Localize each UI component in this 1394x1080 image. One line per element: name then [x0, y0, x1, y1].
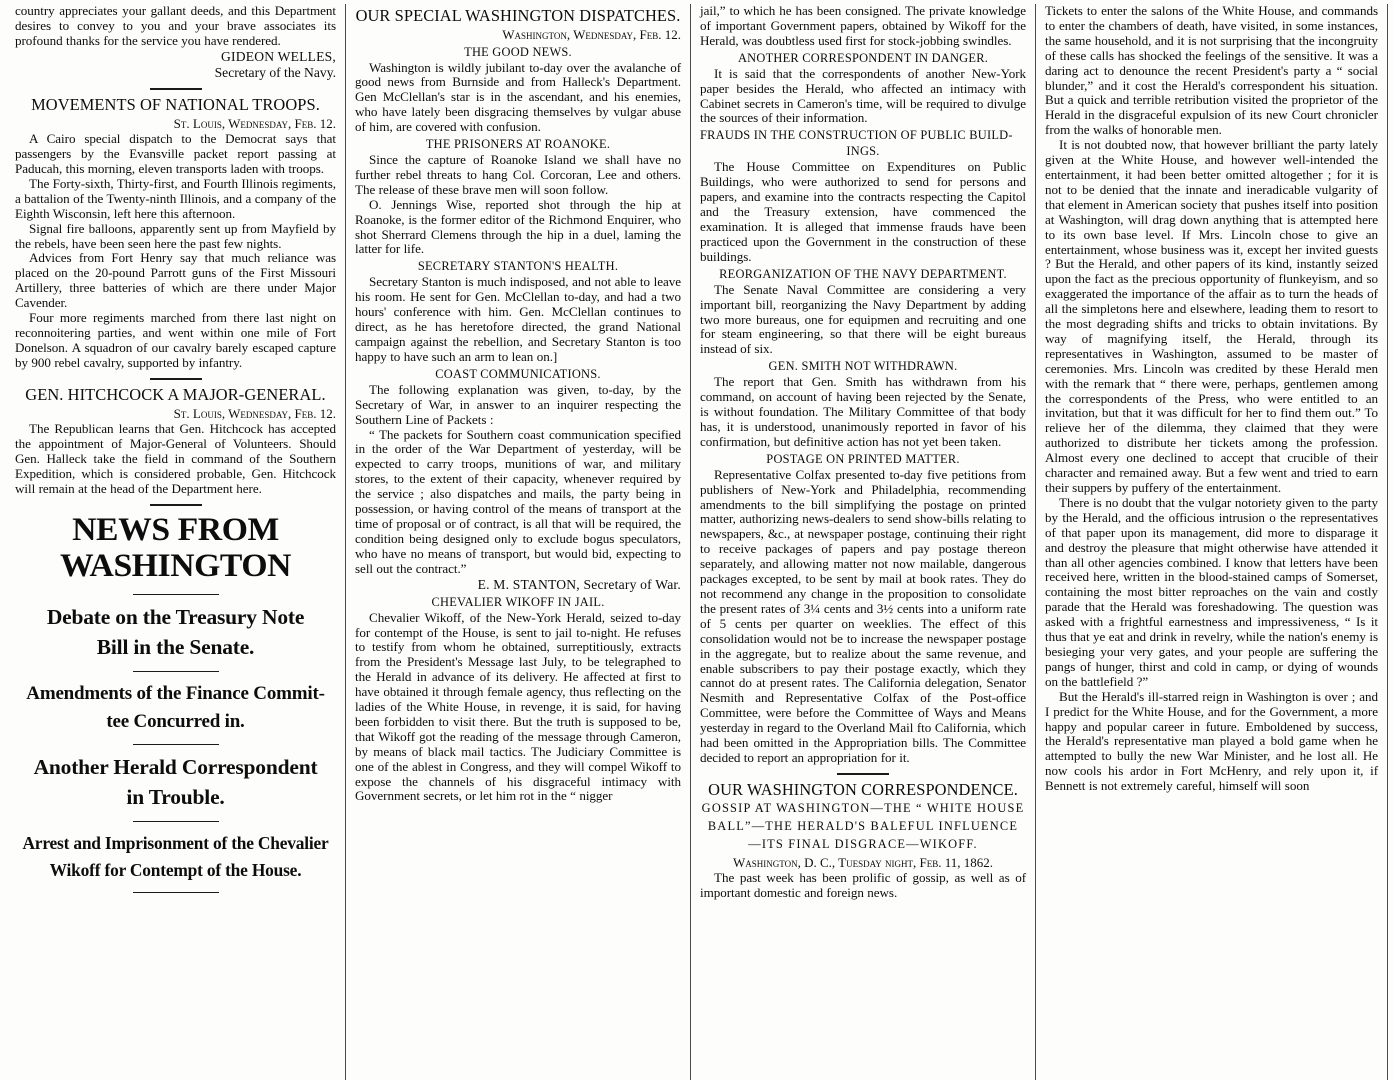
paragraph: The Forty-sixth, Thirty-first, and Fourth Illinois regiments, a battalion of the Twenty-ninth Illinois, and a company of the Eighth Wisconsin, left here this afternoon.	[15, 175, 337, 221]
paragraph: The following explanation was given, to-day, by the Secretary of War, in answer to an inquirer respecting the Southern Line of Packets :	[355, 381, 682, 427]
section-heading-movements: MOVEMENTS OF NATIONAL TROOPS.	[31, 94, 320, 114]
section-heading-correspondence: OUR WASHINGTON CORRESPONDENCE.	[708, 779, 1018, 799]
divider-rule	[150, 504, 202, 506]
column-3	[691, 4, 1035, 1080]
correspondence-subhead-line-2: BALL”—THE HERALD'S BALEFUL INFLUENCE	[707, 818, 1019, 833]
subheading-postage: POSTAGE ON PRINTED MATTER.	[766, 451, 960, 466]
deck-headline-3-line-1: Another Herald Correspondent	[33, 754, 318, 779]
divider-rule	[150, 378, 202, 380]
divider-rule	[837, 773, 889, 775]
paragraph: It is said that the correspondents of another New-York paper besides the Herald, who affected an intimacy with Cabinet secrets in Cameron's time, will be required to divulge the sources of their information.	[700, 65, 1027, 126]
section-heading-special-dispatches: OUR SPECIAL WASHINGTON DISPATCHES.	[355, 6, 681, 25]
paragraph: “ The packets for Southern coast communication specified in the order of the War Department of yesterday, will be expected to carry troops, munitions of war, and military stores, to the extent of their capacity, whenever required by the service ; also dispatches and mails, the party being in possession, or having control of the means of transport at the time of proposal or of contract, is all that will be required, the condition being designed only to exclude bogus speculators, who have no means of transport, but would bid, expecting to sell out the contract.”	[355, 426, 682, 576]
paragraph: Since the capture of Roanoke Island we shall have no further rebel threats to hang Col. Corcoran, Lee and others. The release of these brave men will soon follow.	[355, 152, 682, 197]
deck-headline-4-line-1: Arrest and Imprisonment of the Chevalier	[22, 832, 329, 853]
paragraph: Advices from Fort Henry say that much reliance was placed on the 20-pound Parrott guns of the First Missouri Artillery, three batteries of which are there under Major Cavender.	[15, 250, 337, 311]
paragraph-carryover: jail,” to which he has been consigned. The private knowledge of important Government papers, obtained by Wikoff for the Herald, was doubtless used first for stock-jobbing swindles.	[700, 4, 1027, 48]
deck-headline-3-line-2: in Trouble.	[126, 784, 225, 809]
divider-rule	[133, 892, 219, 893]
deck-headline-1-line-1: Debate on the Treasury Note	[46, 604, 305, 629]
signature-title: Secretary of the Navy.	[214, 64, 337, 80]
paragraph: But the Herald's ill-starred reign in Washington is over ; and I predict for the White House, and for the Government, a more happy and popular career in future. Emboldened by success, the Herald's representative man played a bold game when he attempted to bully the new War Minister, and he lost all. He now cools his ardor in Fort McHenry, and rely upon it, if Bennett is not extremely careful, himself will soon	[1045, 688, 1378, 794]
subheading-good-news: THE GOOD NEWS.	[464, 44, 572, 59]
deck-headline-2-line-2: tee Concurred in.	[106, 710, 245, 732]
paragraph: O. Jennings Wise, reported shot through the hip at Roanoke, is the former editor of the Richmond Enquirer, who shot Sherrard Clemens through the hip in a duel, laming the latter for life.	[355, 196, 682, 257]
deck-headline-1-line-2: Bill in the Senate.	[96, 634, 255, 659]
paragraph: A Cairo special dispatch to the Democrat says that passengers by the Evansville packet report passing at Paducah, this morning, eleven transports laden with troops.	[15, 131, 337, 177]
subheading-wikoff-in-jail: CHEVALIER WIKOFF IN JAIL.	[431, 594, 605, 609]
dateline-washington-dc: Washington, D. C., Tuesday night, Feb. 11, 1862.	[732, 854, 994, 870]
paragraph: Representative Colfax presented to-day five petitions from publishers of New-York and Philadelphia, recommending amendments to the bill simplifying the postage on printed matter, authorizing news-dealers to send show-bills relating to newspapers, &c., at newspaper postage, continuing their right to receive packages of papers and pay postage thereon separately, and allowing matter not now mailable, dangerous packages excepted, to be sent by mail at book rates. They do not recommend any change in the proposition to consolidate the present rates of 3¼ cents and 3½ cents into a uniform rate of 5 cents per quarter on weeklies. The effect of this consolidation would not be to increase the newspaper postage in the aggregate, but to realize about the same revenue, and enable subscribers to pay their postage exactly, which they cannot do at present rates. The California delegation, Senator Nesmith and Representative Colfax of the Post-office Committee, were before the Committee of Ways and Means yesterday in regard to the Overland Mail fto California, which had been omitted in the Appropriation bills. The Committee decided to report an appropriation for it.	[700, 466, 1027, 765]
paragraph: Chevalier Wikoff, of the New-York Herald, seized to-day for contempt of the House, is sent to jail to-night. He refuses to testify from whom he obtained, surreptitiously, extracts from the President's Message last July, to be telegraphed to the Herald in advance of its delivery. He affected at first to have obtained it through female agency, thus reflecting on the ladies of the White House, in revenge, it is said, for having been forbidden to visit there. But the truth is supposed to be, that Wikoff got the reading of the message through Cameron, by means of black mail tactics. The Judiciary Committee is one of the ablest in Congress, and they will compel Wikoff to expose the channels of his disgraceful intimacy with Government secrets, or let him rot in the “ nigger	[355, 609, 682, 804]
banner-headline: NEWS FROM WASHINGTON	[60, 511, 291, 584]
signature-name: GIDEON WELLES,	[220, 48, 337, 64]
paragraph: The report that Gen. Smith has withdrawn from his command, on account of having been rejected by the Senate, is without foundation. The Military Committee of that body has, it is understood, unanimously reported in favor of his confirmation, but definitive action has not yet been taken.	[700, 374, 1027, 449]
deck-headline-4-line-2: Wikoff for Contempt of the House.	[49, 859, 302, 880]
signature-stanton: E. M. STANTON, Secretary of War.	[477, 576, 682, 592]
section-heading-hitchcock: GEN. HITCHCOCK A MAJOR-GENERAL.	[25, 384, 326, 404]
paragraph: Secretary Stanton is much indisposed, and not able to leave his room. He sent for Gen. McClellan to-day, and had a two hours' conference with him. Gen. McClellan continues to direct, as he has heretofore directed, the grand National campaign against the rebellion, and Secretary Stanton is too happy to have such an arm to lean on.]	[355, 274, 682, 364]
dateline-washington-1: Washington, Wednesday, Feb. 12.	[502, 27, 682, 42]
divider-rule	[150, 88, 202, 90]
correspondence-subhead-line-3: —ITS FINAL DISGRACE—WIKOFF.	[748, 836, 978, 851]
divider-rule	[133, 821, 219, 822]
deck-headline-2-line-1: Amendments of the Finance Commit-	[26, 682, 325, 704]
subheading-prisoners-roanoke: THE PRISONERS AT ROANOKE.	[425, 137, 611, 152]
subheading-frauds-line-2: INGS.	[846, 144, 880, 159]
paragraph: The Senate Naval Committee are considering a very important bill, reorganizing the Navy Department by adding two more bureaus, one for equipmen and recruiting and one for steam engineering, so that there will be eight bureaus instead of six.	[700, 281, 1027, 357]
paragraph: The Republican learns that Gen. Hitchcock has accepted the appointment of Major-General of Volunteers. Should Gen. Halleck take the field in command of the Southern Expedition, which is considered probable, Gen. Hitchcock will remain at the head of the Department here.	[15, 421, 337, 496]
paragraph: The past week has been prolific of gossip, as well as of important domestic and foreign news.	[700, 870, 1027, 901]
divider-rule	[133, 671, 219, 672]
divider-rule	[133, 594, 219, 595]
paragraph: The House Committee on Expenditures on Public Buildings, who were authorized to send for persons and papers, and examine into the contracts respecting the Capitol and the Treasury extension, have commenced the examination. It is alleged that immense frauds have been practiced upon the Government in the construction of these buildings.	[700, 159, 1027, 264]
subheading-gen-smith: GEN. SMITH NOT WITHDRAWN.	[768, 359, 958, 374]
paragraph: There is no doubt that the vulgar notoriety given to the party by the Herald, and the officious intrusion o the representatives of that paper upon its management, did more to disparage it and destroy the pleasure that might otherwise have attended it than all other agencies combined. I know that letters have been received here, written in the blood-stained camps of Somerset, containing the most bitter reproaches on the vain and costly parade that the Herald was foreshadowing. The question was asked with a frightful earnestness and impressiveness, “ Is it thus that ye eat and drink in revelry, while the nation's enemy is besieging your very gates, and your people are suffering the pangs of hunger, thirst and cold in camp, or dying of wounds on the battlefield ?”	[1045, 494, 1378, 689]
paragraph: Four more regiments marched from there last night on reconnoitering parties, and went within one mile of Fort Donelson. A squadron of our cavalry barely escaped capture by 900 rebel cavalry, supported by infantry.	[15, 310, 337, 370]
column-1	[6, 4, 345, 1080]
paragraph: Tickets to enter the salons of the White House, and commands to enter the chambers of death, have visited, in some instances, the same household, and it is not surprising that the incongruity of these calls has shocked the feelings of the sensitive. It was a daring act to denounce the recent President's party a “ social blunder,” and it cost the Herald's correspondent his situation. But a quick and terrible retribution visited the proprietor of the Herald in the disgraceful expulsion of its new Court chronicler from the walks of honorable men.	[1045, 4, 1378, 138]
subheading-navy-reorganization: REORGANIZATION OF THE NAVY DEPARTMENT.	[719, 266, 1007, 281]
paragraph: Washington is wildly jubilant to-day over the avalanche of good news from Burnside and from Halleck's Department. Gen McClellan's star is in the ascendant, and his enemies, who have lately been disgracing themselves by vulgar abuse of him, are covered with confusion.	[355, 59, 682, 135]
column-2	[346, 4, 690, 1080]
page-edge-rule	[1387, 4, 1388, 1080]
subheading-stanton-health: SECRETARY STANTON'S HEALTH.	[417, 259, 619, 274]
correspondence-subhead-line-1: GOSSIP AT WASHINGTON—THE “ WHITE HOUSE	[701, 800, 1025, 815]
column-4	[1036, 4, 1387, 1080]
paragraph: Signal fire balloons, apparently sent up from Mayfield by the rebels, have been seen here the past few nights.	[15, 220, 337, 251]
dateline-st-louis-2: St. Louis, Wednesday, Feb. 12.	[173, 405, 337, 421]
dateline-st-louis-1: St. Louis, Wednesday, Feb. 12.	[173, 115, 337, 131]
subheading-frauds-line-1: FRAUDS IN THE CONSTRUCTION OF PUBLIC BUILD-	[700, 128, 1013, 143]
subheading-correspondent-in-danger: ANOTHER CORRESPONDENT IN DANGER.	[737, 50, 989, 65]
paragraph: It is not doubted now, that however brilliant the party lately given at the White House, and however well-intended the entertainment, it had been better omitted altogether ; for it is not to be denied that the innate and ineradicable vulgarity of that element in American society that pushes itself into position at Washington, will drag down anything that is attempted here to its own base level. If Mrs. Lincoln chose to give an entertainment, whose business was it, except her invited guests ? But the Herald, and other papers of its kind, instantly seized upon the fact as the precious opportunity of flunkeyism, and so exaggerated the importance of the affair as to turn the heads of all the simpletons here and elsewhere, leading them to resort to the most degrading shifts and tricks to obtain invitations. By way of magnifying itself, the Herald, through its representatives in Washington, assumed to be master of ceremonies. Mrs. Lincoln was credited by these Herald men with the remark that “ there were, perhaps, gentlemen among the correspondents of the Press, who were entitled to an invitation, but that it was difficult for her to find them out.” To relieve her of the dilemma, they claimed that they were authorized to distribute her tickets among the profession. Almost every one declined to accept that crucible of their character and remained away. But a few went and tried to earn their suppers by puffery of the entertainment.	[1045, 137, 1378, 495]
divider-rule	[133, 744, 219, 745]
subheading-coast-communications: COAST COMMUNICATIONS.	[435, 366, 601, 381]
lead-paragraph: country appreciates your gallant deeds, and this Department desires to convey to you and your brave associates its profound thanks for the service you have rendered.	[15, 4, 337, 48]
